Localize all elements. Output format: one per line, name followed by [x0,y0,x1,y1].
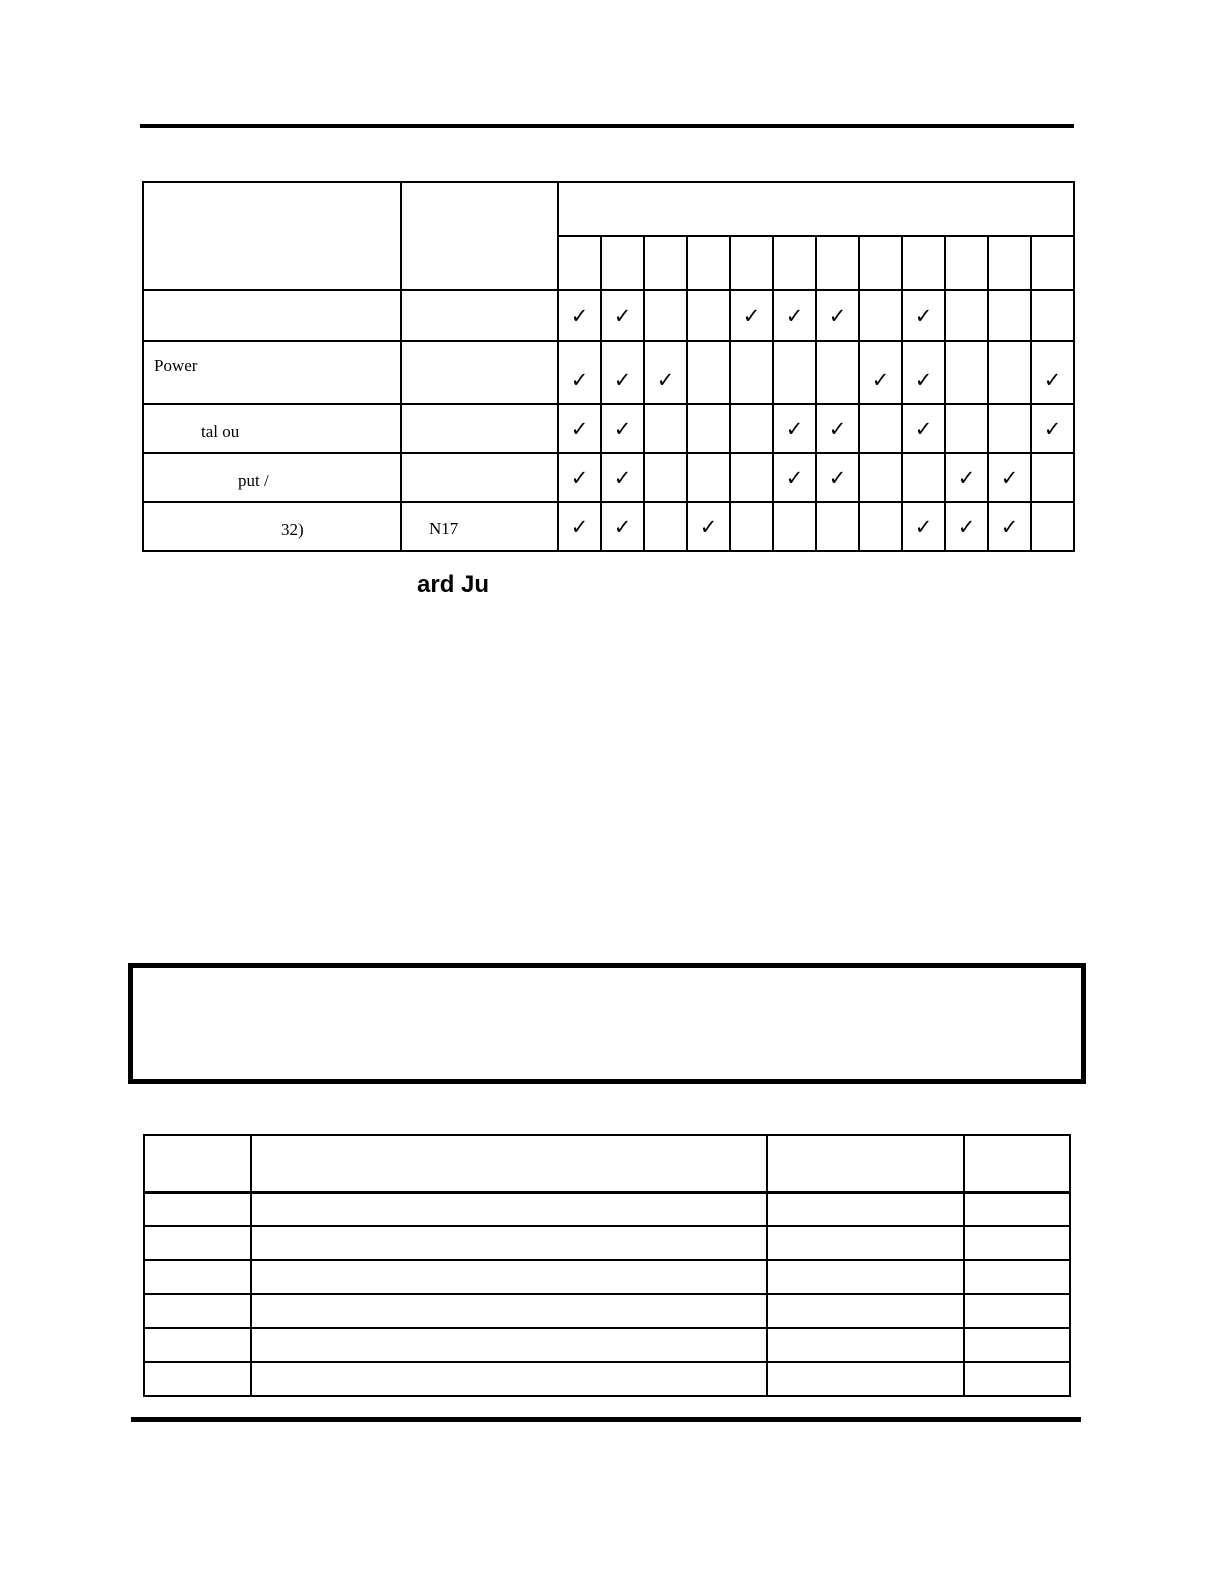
matrix-header-name-cell [143,182,401,290]
matrix-check-cell [730,453,773,502]
lower-table-cell [251,1294,767,1328]
lower-table-cell [767,1192,964,1226]
matrix-row [143,453,1074,502]
checkmark-icon: ✓ [957,465,976,490]
checkmark-icon: ✓ [828,416,847,441]
matrix-header-group-cell [558,182,1074,236]
matrix-subheader-cell [945,236,988,290]
matrix-row-connector-cell [401,404,558,453]
lower-table-cell [144,1294,251,1328]
lower-table-row [144,1226,1070,1260]
matrix-subheader-cell [816,236,859,290]
checkmark-icon: ✓ [570,465,589,490]
matrix-check-cell [773,502,816,551]
matrix-check-cell [859,453,902,502]
matrix-check-cell [558,453,601,502]
matrix-subheader-cell [859,236,902,290]
matrix-check-cell [1031,453,1074,502]
checkmark-icon: ✓ [957,514,976,539]
matrix-row [143,290,1074,341]
lower-table-row [144,1260,1070,1294]
matrix-check-cell [558,502,601,551]
lower-table-cell [251,1192,767,1226]
matrix-row [143,404,1074,453]
matrix-check-cell [945,502,988,551]
checkmark-icon: ✓ [828,303,847,328]
matrix-check-cell [859,290,902,341]
matrix-check-cell [902,502,945,551]
matrix-check-cell [730,502,773,551]
checkmark-icon: ✓ [914,416,933,441]
matrix-check-cell [1031,290,1074,341]
matrix-check-cell [816,341,859,404]
lower-table-cell [144,1192,251,1226]
checkmark-icon: ✓ [570,514,589,539]
matrix-check-cell [902,341,945,404]
checkmark-icon: ✓ [1000,465,1019,490]
lower-table-header-cell [144,1135,251,1192]
matrix-check-cell [687,341,730,404]
matrix-check-cell [644,502,687,551]
matrix-check-cell [687,290,730,341]
matrix-subheader-cell [644,236,687,290]
matrix-check-cell [816,290,859,341]
matrix-check-cell [902,290,945,341]
checkmark-icon: ✓ [914,514,933,539]
lower-table-cell [964,1328,1070,1362]
matrix-check-cell [687,404,730,453]
lower-table-cell [251,1226,767,1260]
matrix-subheader-cell [687,236,730,290]
checkmark-icon: ✓ [785,465,804,490]
matrix-check-cell [601,341,644,404]
checkmark-icon: ✓ [656,367,675,392]
matrix-check-cell [773,290,816,341]
matrix-check-cell [902,453,945,502]
matrix-subheader-cell [902,236,945,290]
lower-table-cell [964,1260,1070,1294]
lower-table-cell [964,1226,1070,1260]
matrix-check-cell [1031,341,1074,404]
matrix-check-cell [601,404,644,453]
checkmark-icon: ✓ [1043,367,1062,392]
checkmark-icon: ✓ [914,303,933,328]
lower-table-cell [251,1328,767,1362]
matrix-check-cell [859,341,902,404]
matrix-header-connector-cell [401,182,558,290]
matrix-check-cell [945,404,988,453]
checkmark-icon: ✓ [871,367,890,392]
matrix-check-cell [687,453,730,502]
matrix-check-cell [816,404,859,453]
matrix-check-cell [644,290,687,341]
matrix-row-name: Power [154,356,198,375]
matrix-check-cell [859,404,902,453]
matrix-check-cell [558,341,601,404]
lower-table-cell [767,1294,964,1328]
matrix-row-name-cell [143,341,401,404]
matrix-check-cell [988,290,1031,341]
lower-table-row [144,1362,1070,1396]
matrix-check-cell [859,502,902,551]
checkmark-icon: ✓ [613,465,632,490]
matrix-check-cell [601,453,644,502]
checkmark-icon: ✓ [613,303,632,328]
lower-table-cell [251,1260,767,1294]
lower-table-cell [144,1362,251,1396]
matrix-check-cell [644,453,687,502]
matrix-row-name-cell [143,502,401,551]
matrix-check-cell [816,453,859,502]
matrix-check-cell [687,502,730,551]
checkmark-icon: ✓ [1000,514,1019,539]
checkmark-icon: ✓ [828,465,847,490]
lower-table-cell [144,1260,251,1294]
checkmark-icon: ✓ [914,367,933,392]
checkmark-icon: ✓ [613,416,632,441]
matrix-check-cell [773,404,816,453]
matrix-row-name-cell [143,453,401,502]
matrix-row-name: tal ou [201,422,240,441]
matrix-check-cell [945,290,988,341]
checkmark-icon: ✓ [742,303,761,328]
matrix-check-cell [730,404,773,453]
matrix-row [143,341,1074,404]
matrix-row-connector-cell [401,290,558,341]
lower-table-cell [144,1328,251,1362]
matrix-check-cell [945,453,988,502]
lower-table-cell [767,1226,964,1260]
lower-table-header-cell [251,1135,767,1192]
matrix-subheader-cell [730,236,773,290]
checkmark-icon: ✓ [613,367,632,392]
top-horizontal-rule [140,124,1074,128]
boxed-panel [128,963,1086,1084]
lower-table-row [144,1192,1070,1226]
section-title: ard Ju [417,571,490,598]
matrix-header-row-1 [143,182,1074,236]
matrix-check-cell [773,341,816,404]
lower-table-header-cell [767,1135,964,1192]
checkmark-icon: ✓ [699,514,718,539]
matrix-check-cell [773,453,816,502]
matrix-subheader-cell [1031,236,1074,290]
matrix-row-connector-cell [401,341,558,404]
matrix-row-name: put / [238,471,269,490]
lower-table-cell [964,1294,1070,1328]
lower-table-row [144,1328,1070,1362]
matrix-check-cell [988,453,1031,502]
checkmark-icon: ✓ [613,514,632,539]
lower-table-cell [964,1362,1070,1396]
lower-table-cell [251,1362,767,1396]
matrix-check-cell [558,290,601,341]
matrix-check-cell [988,341,1031,404]
matrix-check-cell [988,404,1031,453]
lower-table-cell [964,1192,1070,1226]
checkmark-icon: ✓ [785,416,804,441]
lower-table [143,1134,1071,1397]
checkmark-icon: ✓ [785,303,804,328]
lower-table-header-row [144,1135,1070,1192]
matrix-row-connector: N17 [429,519,459,538]
matrix-row-connector-cell [401,453,558,502]
matrix-check-cell [601,290,644,341]
matrix-subheader-cell [601,236,644,290]
checkmark-icon: ✓ [570,303,589,328]
matrix-row-name-cell [143,290,401,341]
matrix-check-cell [601,502,644,551]
bottom-horizontal-rule [131,1417,1081,1422]
matrix-subheader-cell [988,236,1031,290]
feature-matrix-table [142,181,1075,552]
matrix-check-cell [644,404,687,453]
lower-table-header-cell [964,1135,1070,1192]
matrix-check-cell [558,404,601,453]
lower-table-cell [767,1362,964,1396]
matrix-check-cell [1031,404,1074,453]
matrix-row-name-cell [143,404,401,453]
matrix-check-cell [945,341,988,404]
matrix-check-cell [644,341,687,404]
matrix-subheader-cell [558,236,601,290]
checkmark-icon: ✓ [570,416,589,441]
matrix-check-cell [816,502,859,551]
lower-table-row [144,1294,1070,1328]
matrix-row-connector-cell [401,502,558,551]
matrix-check-cell [988,502,1031,551]
matrix-check-cell [1031,502,1074,551]
matrix-check-cell [730,341,773,404]
matrix-row-name: 32) [281,520,304,539]
lower-table-cell [767,1260,964,1294]
matrix-row [143,502,1074,551]
checkmark-icon: ✓ [570,367,589,392]
lower-table-cell [144,1226,251,1260]
lower-table-cell [767,1328,964,1362]
matrix-check-cell [902,404,945,453]
matrix-check-cell [730,290,773,341]
matrix-subheader-cell [773,236,816,290]
checkmark-icon: ✓ [1043,416,1062,441]
